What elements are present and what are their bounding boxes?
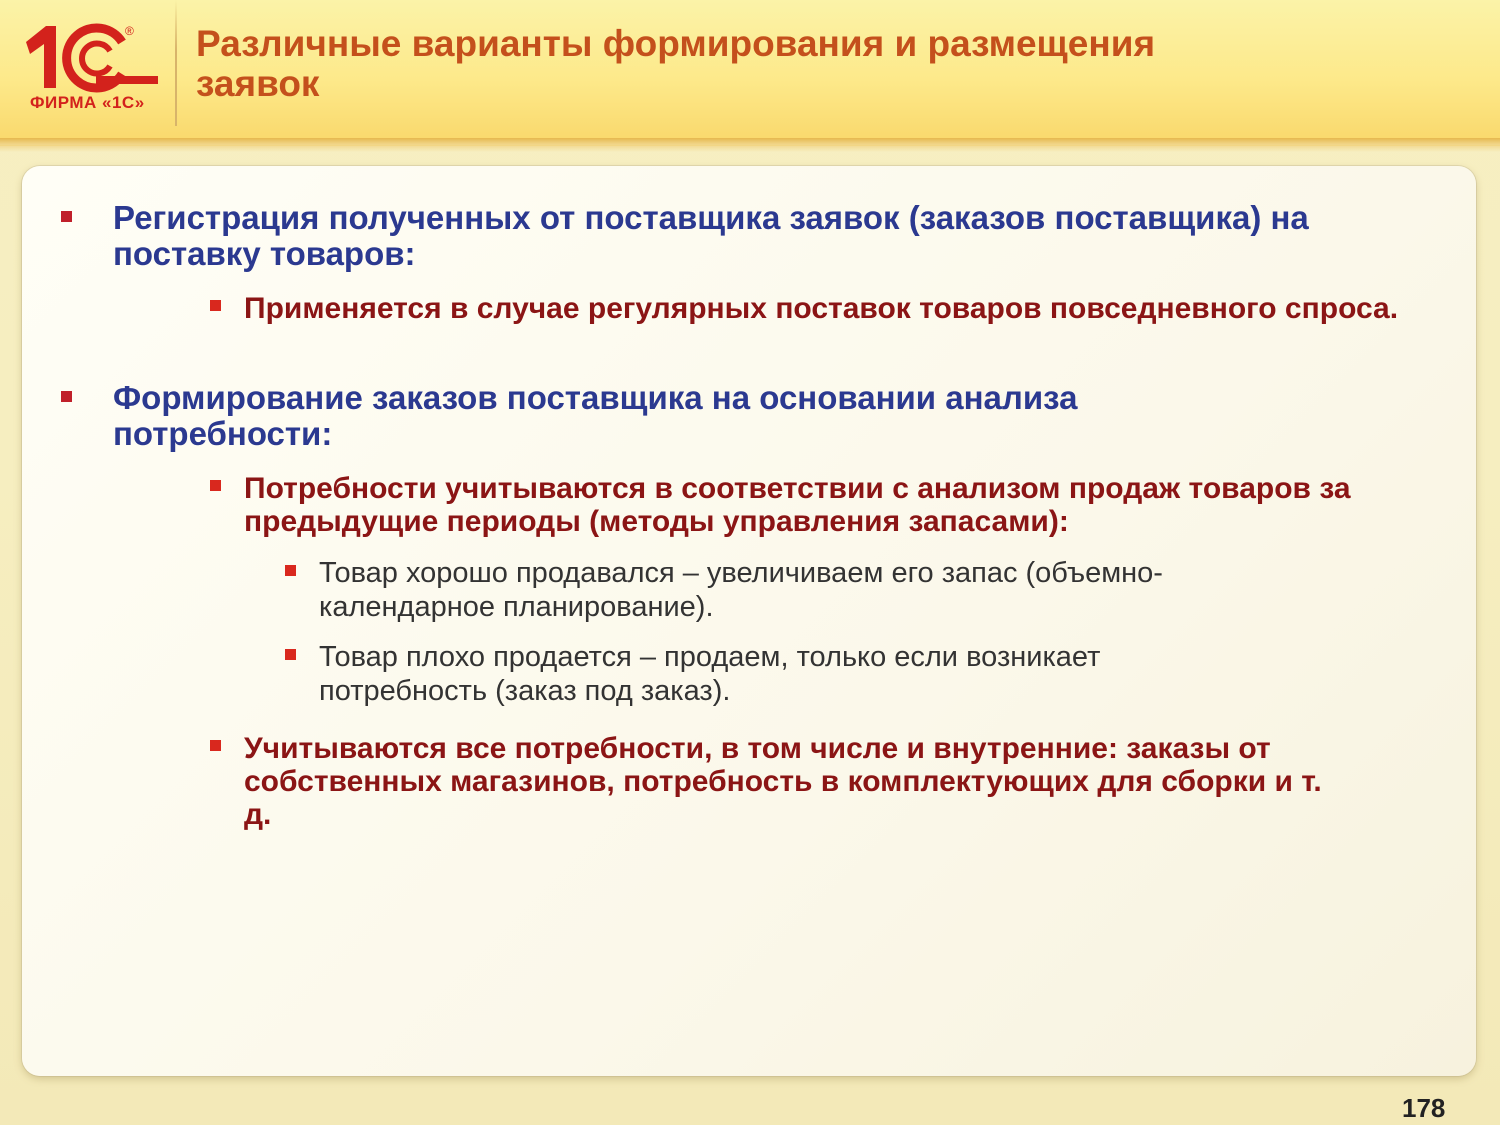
registered-mark: ®: [125, 24, 134, 38]
bullet-square-icon: [285, 649, 296, 660]
bullet-item-registration: [113, 200, 1433, 272]
sub-item-sales-analysis: [244, 472, 1444, 538]
header-shadow: [0, 138, 1500, 152]
bullet-square-icon: [285, 565, 296, 576]
sub-item-text: Потребности учитываются в соответствии с анализом продаж товаров за предыдущие периоды (методы управления запасами):: [244, 472, 1351, 538]
bullet-square-icon: [61, 391, 72, 402]
sub-sub-item-text: Товар хорошо продавался – увеличиваем его запас (объемно-календарное планирование).: [319, 557, 1163, 623]
sub-sub-item-sold-well: [319, 556, 1199, 624]
page-title: Различные варианты формирования и размещения заявок: [196, 23, 1156, 104]
sub-item-text: Применяется в случае регулярных поставок товаров повседневного спроса.: [244, 292, 1399, 325]
sub-sub-item-sold-poorly: [319, 640, 1249, 708]
bullet-text: Регистрация полученных от поставщика заявок (заказов поставщика) на поставку товаров:: [113, 199, 1309, 272]
sub-item-regular-supplies: [244, 292, 1424, 325]
sub-item-all-needs: [244, 732, 1354, 831]
bullet-square-icon: [61, 211, 72, 222]
sub-sub-item-text: Товар плохо продается – продаем, только если возникает потребность (заказ под заказ).: [319, 641, 1101, 707]
bullet-square-icon: [210, 300, 221, 311]
bullet-text: Формирование заказов поставщика на основании анализа потребности:: [113, 379, 1078, 452]
bullet-item-demand-analysis: [113, 380, 1253, 452]
sub-item-text: Учитываются все потребности, в том числе и внутренние: заказы от собственных магазинов, потребность в комплектующих для сборки и т. д.: [244, 732, 1322, 831]
page-number: 178: [1402, 1093, 1446, 1123]
logo-label: ФИРМА «1С»: [30, 93, 145, 112]
header-divider: [175, 0, 177, 126]
bullet-square-icon: [210, 480, 221, 491]
bullet-square-icon: [210, 740, 221, 751]
